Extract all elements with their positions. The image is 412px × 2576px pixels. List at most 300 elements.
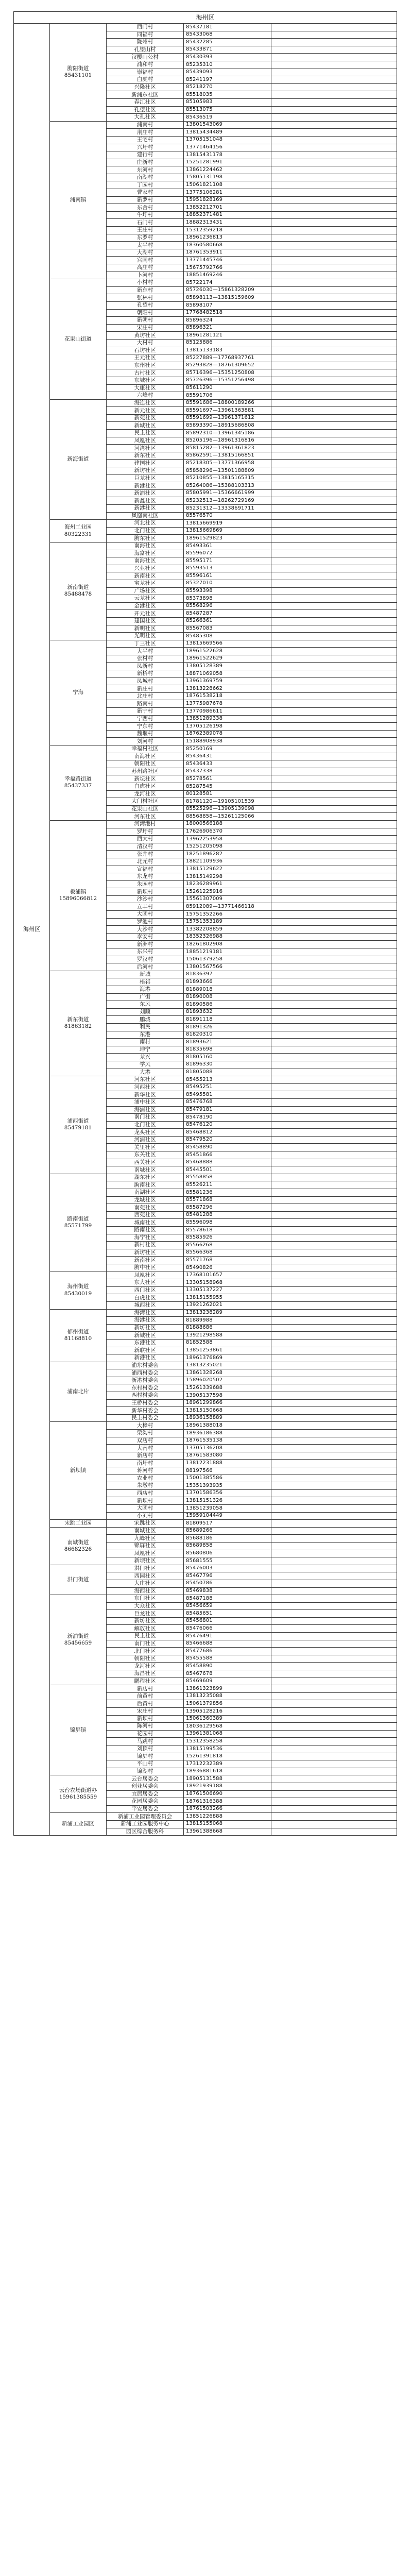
unit-name: 新元社区 xyxy=(107,407,184,415)
unit-phone: 13851239058 xyxy=(184,1504,271,1512)
blank-cell xyxy=(271,1414,397,1422)
table-row xyxy=(14,1775,397,1783)
blank-cell xyxy=(271,738,397,745)
unit-phone: 15351393935 xyxy=(184,1482,271,1490)
unit-name: 新宁村 xyxy=(107,708,184,716)
unit-name: 东风 xyxy=(107,1001,184,1009)
unit-name: 新坊社区 xyxy=(107,1249,184,1257)
unit-name: 宣福村 xyxy=(107,866,184,873)
unit-phone: 18761583080 xyxy=(184,1452,271,1460)
unit-phone: 85898107 xyxy=(184,301,271,309)
blank-cell xyxy=(271,1069,397,1076)
blank-cell xyxy=(271,384,397,392)
office-name: 新海街道 xyxy=(67,456,89,463)
office-name: 南城街道 xyxy=(67,1539,89,1546)
office-name: 浦西街道 xyxy=(67,1118,89,1125)
unit-phone: 85455213 xyxy=(184,1076,271,1084)
unit-name: 民主社区 xyxy=(107,430,184,437)
blank-cell xyxy=(271,1264,397,1272)
unit-phone: 13905137598 xyxy=(184,1392,271,1400)
blank-cell xyxy=(271,369,397,377)
blank-cell xyxy=(271,309,397,317)
blank-cell xyxy=(271,354,397,362)
unit-name: 朐东社区 xyxy=(107,535,184,543)
blank-cell xyxy=(271,1617,397,1625)
unit-phone: 85513075 xyxy=(184,106,271,114)
blank-cell xyxy=(271,633,397,640)
office-name: 郁州街道 xyxy=(67,1328,89,1335)
blank-cell xyxy=(271,1181,397,1189)
unit-name: 花园村 xyxy=(107,1730,184,1738)
unit-phone: 85596072 xyxy=(184,550,271,557)
unit-phone: 18761503266 xyxy=(184,1805,271,1813)
office-cell xyxy=(50,1685,107,1775)
unit-name: 龙河社区 xyxy=(107,1663,184,1670)
table-row xyxy=(14,1685,397,1693)
unit-name: 同福村 xyxy=(107,31,184,39)
blank-cell xyxy=(271,783,397,790)
blank-cell xyxy=(271,227,397,234)
blank-cell xyxy=(271,1445,397,1452)
unit-phone: 85892310—13961345186 xyxy=(184,430,271,437)
unit-name: 东村村委会 xyxy=(107,1384,184,1392)
unit-name: 新华社区 xyxy=(107,1091,184,1099)
unit-name: 魏堰村 xyxy=(107,730,184,738)
office-cell xyxy=(50,745,107,821)
unit-name: 新苑社区 xyxy=(107,414,184,422)
unit-phone: 85433068 xyxy=(184,31,271,39)
unit-name: 花园居委会 xyxy=(107,1798,184,1806)
office-phone: 85479181 xyxy=(64,1125,92,1131)
unit-name: 白虎社区 xyxy=(107,1294,184,1302)
unit-name: 孔望山村 xyxy=(107,46,184,54)
unit-name: 宋庄村 xyxy=(107,324,184,332)
blank-cell xyxy=(271,1452,397,1460)
blank-cell xyxy=(271,820,397,828)
unit-phone: 13961381068 xyxy=(184,1730,271,1738)
blank-cell xyxy=(271,1121,397,1129)
blank-cell xyxy=(271,805,397,813)
blank-cell xyxy=(271,392,397,400)
unit-name: 新联社区 xyxy=(107,1347,184,1354)
blank-cell xyxy=(271,1031,397,1039)
unit-phone: 85469838 xyxy=(184,1587,271,1595)
table-row xyxy=(14,399,397,407)
unit-name: 张井村 xyxy=(107,851,184,858)
unit-phone: 18236289961 xyxy=(184,880,271,888)
blank-cell xyxy=(271,204,397,212)
blank-cell xyxy=(271,452,397,460)
unit-name: 新明社区 xyxy=(107,625,184,633)
unit-name: 巨龙社区 xyxy=(107,474,184,482)
blank-cell xyxy=(271,512,397,520)
unit-name: 高庄村 xyxy=(107,264,184,272)
blank-cell xyxy=(271,1174,397,1181)
unit-name: 后河村 xyxy=(107,963,184,971)
unit-name: 丁园村 xyxy=(107,181,184,189)
blank-cell xyxy=(271,813,397,821)
blank-cell xyxy=(271,1144,397,1151)
unit-name: 宁西村 xyxy=(107,715,184,723)
unit-phone: 81890586 xyxy=(184,1001,271,1009)
unit-phone: 15675792766 xyxy=(184,264,271,272)
office-cell xyxy=(50,279,107,400)
blank-cell xyxy=(271,1136,397,1144)
office-cell xyxy=(50,1775,107,1813)
blank-cell xyxy=(271,301,397,309)
office-cell xyxy=(50,1422,107,1520)
unit-name: 宝龙社区 xyxy=(107,580,184,587)
unit-name: 宜居居委会 xyxy=(107,1790,184,1798)
unit-phone: 18961299866 xyxy=(184,1399,271,1407)
table-row xyxy=(14,121,397,129)
unit-phone: 18961522628 xyxy=(184,648,271,655)
unit-name: 新南社区 xyxy=(107,572,184,580)
unit-phone: 18921939188 xyxy=(184,1783,271,1790)
blank-cell xyxy=(271,1151,397,1159)
table-row xyxy=(14,279,397,287)
unit-name: 宋庄村 xyxy=(107,1708,184,1716)
unit-phone: 13801543069 xyxy=(184,121,271,129)
unit-name: 海宁社区 xyxy=(107,1234,184,1242)
unit-phone: 85893390—18915686808 xyxy=(184,422,271,430)
unit-phone: 15751353189 xyxy=(184,918,271,926)
unit-name: 建国社区 xyxy=(107,460,184,467)
unit-phone: 18961281121 xyxy=(184,332,271,340)
blank-cell xyxy=(271,866,397,873)
unit-phone: 13705126198 xyxy=(184,723,271,731)
blank-cell xyxy=(271,986,397,994)
unit-name: 东大社区 xyxy=(107,1279,184,1287)
blank-cell xyxy=(271,520,397,528)
blank-cell xyxy=(271,858,397,866)
blank-cell xyxy=(271,1512,397,1520)
unit-phone: 13305137227 xyxy=(184,1286,271,1294)
unit-phone: 13813228662 xyxy=(184,685,271,693)
office-cell xyxy=(50,399,107,520)
unit-name: 南海社区 xyxy=(107,753,184,760)
unit-name: 大港 xyxy=(107,1069,184,1076)
blank-cell xyxy=(271,572,397,580)
table-row xyxy=(14,1813,397,1821)
unit-phone: 13815129622 xyxy=(184,866,271,873)
unit-name: 孔望社区 xyxy=(107,106,184,114)
unit-phone: 18961236813 xyxy=(184,234,271,242)
unit-name: 新坊社区 xyxy=(107,1324,184,1332)
blank-cell xyxy=(271,272,397,279)
unit-phone: 18852371481 xyxy=(184,211,271,219)
unit-name: 平安居委会 xyxy=(107,1805,184,1813)
unit-phone: 13775987678 xyxy=(184,700,271,708)
unit-name: 新浦社区 xyxy=(107,489,184,497)
unit-name: 罗圩村 xyxy=(107,828,184,836)
unit-phone: 85456659 xyxy=(184,1602,271,1610)
blank-cell xyxy=(271,234,397,242)
blank-cell xyxy=(271,144,397,151)
blank-cell xyxy=(271,1692,397,1700)
unit-phone: 13921298588 xyxy=(184,1332,271,1340)
blank-cell xyxy=(271,474,397,482)
blank-cell xyxy=(271,685,397,693)
unit-phone: 81893632 xyxy=(184,1008,271,1016)
unit-name: 陇州村 xyxy=(107,39,184,46)
unit-phone: 85558858 xyxy=(184,1174,271,1181)
blank-cell xyxy=(271,1648,397,1655)
unit-name: 开元社区 xyxy=(107,610,184,618)
blank-cell xyxy=(271,1211,397,1219)
office-name: 锦屏镇 xyxy=(70,1726,87,1733)
blank-cell xyxy=(271,1294,397,1302)
unit-name: 浦中社区 xyxy=(107,1098,184,1106)
unit-phone: 13852212701 xyxy=(184,204,271,212)
unit-phone: 85805991—15366661999 xyxy=(184,489,271,497)
blank-cell xyxy=(271,98,397,106)
unit-name: 新桥村 xyxy=(107,670,184,678)
blank-cell xyxy=(271,941,397,948)
table-row xyxy=(14,1565,397,1572)
blank-cell xyxy=(271,956,397,963)
blank-cell xyxy=(271,324,397,332)
blank-cell xyxy=(271,1813,397,1821)
unit-name: 大康社区 xyxy=(107,384,184,392)
unit-phone: 85264086—15388103313 xyxy=(184,482,271,490)
unit-phone: 85125886 xyxy=(184,339,271,347)
unit-name: 古村社区 xyxy=(107,369,184,377)
unit-name: 新坝社区 xyxy=(107,1557,184,1565)
blank-cell xyxy=(271,595,397,603)
unit-phone: 85898113—13815159609 xyxy=(184,294,271,302)
blank-cell xyxy=(271,948,397,956)
unit-phone: 13813238289 xyxy=(184,1309,271,1317)
unit-phone: 85436433 xyxy=(184,760,271,768)
blank-cell xyxy=(271,1497,397,1505)
unit-phone: 15261225916 xyxy=(184,888,271,896)
unit-name: 太平村 xyxy=(107,242,184,249)
unit-name: 龙头社区 xyxy=(107,1129,184,1137)
unit-name: 张林村 xyxy=(107,294,184,302)
unit-name: 朝阳社区 xyxy=(107,1655,184,1663)
unit-name: 南城社区 xyxy=(107,1166,184,1174)
office-phone: 80322331 xyxy=(64,531,92,537)
blank-cell xyxy=(271,1572,397,1580)
office-phone: 85571799 xyxy=(64,1223,92,1229)
unit-name: 龙河社区 xyxy=(107,790,184,798)
blank-cell xyxy=(271,1114,397,1122)
unit-name: 六峰村 xyxy=(107,392,184,400)
unit-phone: 13382208859 xyxy=(184,926,271,934)
unit-phone: 85478190 xyxy=(184,1114,271,1122)
unit-phone: 85858296—13501188809 xyxy=(184,467,271,475)
blank-cell xyxy=(271,24,397,31)
blank-cell xyxy=(271,83,397,91)
unit-phone: 18360580668 xyxy=(184,242,271,249)
unit-name: 沙沙村 xyxy=(107,895,184,903)
blank-cell xyxy=(271,1467,397,1475)
unit-name: 刘河村 xyxy=(107,738,184,745)
blank-cell xyxy=(271,1369,397,1377)
table-title: 海州区 xyxy=(14,12,397,24)
blank-cell xyxy=(271,1159,397,1166)
unit-name: 苏州路社区 xyxy=(107,768,184,775)
unit-name: 北庄村 xyxy=(107,692,184,700)
unit-phone: 18961522629 xyxy=(184,655,271,663)
blank-cell xyxy=(271,1008,397,1016)
blank-cell xyxy=(271,723,397,731)
unit-name: 王元社区 xyxy=(107,354,184,362)
blank-cell xyxy=(271,828,397,836)
unit-phone: 85896324 xyxy=(184,317,271,325)
unit-phone: 13815149298 xyxy=(184,873,271,881)
table-row xyxy=(14,24,397,31)
unit-name: 春江社区 xyxy=(107,98,184,106)
blank-cell xyxy=(271,129,397,137)
unit-phone: 15061821108 xyxy=(184,181,271,189)
unit-phone: 13905128216 xyxy=(184,1708,271,1716)
unit-phone: 17626906370 xyxy=(184,828,271,836)
blank-cell xyxy=(271,1317,397,1325)
unit-name: 双店村 xyxy=(107,1437,184,1445)
unit-name: 兴隆社区 xyxy=(107,83,184,91)
unit-phone: 85232513—18262729169 xyxy=(184,497,271,505)
unit-phone: 85591686—18800189266 xyxy=(184,399,271,407)
unit-phone: 18936186388 xyxy=(184,1430,271,1437)
unit-name: 陈河村 xyxy=(107,1723,184,1731)
blank-cell xyxy=(271,166,397,174)
unit-phone: 88568858—15261125066 xyxy=(184,813,271,821)
unit-name: 栗沟村 xyxy=(107,1430,184,1437)
unit-name: 鹏程社区 xyxy=(107,1677,184,1685)
office-cell xyxy=(50,1565,107,1595)
blank-cell xyxy=(271,347,397,354)
unit-phone: 85611290 xyxy=(184,384,271,392)
blank-cell xyxy=(271,1354,397,1362)
unit-name: 朱园村 xyxy=(107,880,184,888)
table-row xyxy=(14,520,397,528)
unit-phone: 15896020502 xyxy=(184,1377,271,1384)
blank-cell xyxy=(271,625,397,633)
office-phone: 85437337 xyxy=(64,783,92,789)
unit-phone: 13961388668 xyxy=(184,1828,271,1836)
unit-name: 西门村 xyxy=(107,24,184,31)
blank-cell xyxy=(271,445,397,452)
blank-cell xyxy=(271,181,397,189)
blank-cell xyxy=(271,1557,397,1565)
unit-phone: 13801567566 xyxy=(184,963,271,971)
unit-name: 建国社区 xyxy=(107,617,184,625)
blank-cell xyxy=(271,836,397,843)
office-phone: 85431101 xyxy=(64,72,92,79)
unit-name: 河北社区 xyxy=(107,520,184,528)
unit-name: 南村 xyxy=(107,1039,184,1046)
unit-phone: 81889988 xyxy=(184,1317,271,1325)
unit-name: 河东社区 xyxy=(107,1076,184,1084)
unit-name: 农业村 xyxy=(107,1475,184,1482)
blank-cell xyxy=(271,1189,397,1197)
table-row xyxy=(14,971,397,978)
unit-phone: 85436519 xyxy=(184,114,271,122)
unit-phone: 85476003 xyxy=(184,1565,271,1572)
unit-name: 王宅村 xyxy=(107,136,184,144)
unit-phone: 85495251 xyxy=(184,1083,271,1091)
blank-cell xyxy=(271,1106,397,1114)
blank-cell xyxy=(271,1783,397,1790)
unit-name: 清汉村 xyxy=(107,843,184,851)
unit-phone: 15261391818 xyxy=(184,1753,271,1760)
blank-cell xyxy=(271,1339,397,1347)
blank-cell xyxy=(271,1640,397,1648)
unit-phone: 85525296—13905139098 xyxy=(184,805,271,813)
unit-phone: 15251205098 xyxy=(184,843,271,851)
unit-name: 新南社区 xyxy=(107,1257,184,1264)
unit-phone: 13815150668 xyxy=(184,1407,271,1415)
unit-name: 新浦东社区 xyxy=(107,91,184,99)
unit-name: 海富社区 xyxy=(107,550,184,557)
unit-name: 新浦工业园服务中心 xyxy=(107,1820,184,1828)
blank-cell xyxy=(271,1715,397,1723)
unit-name: 蒋河村 xyxy=(107,1467,184,1475)
blank-cell xyxy=(271,911,397,919)
unit-phone: 18851219181 xyxy=(184,948,271,956)
unit-phone: 85576570 xyxy=(184,512,271,520)
unit-phone: 13815133183 xyxy=(184,347,271,354)
unit-name: 朱墩村 xyxy=(107,1482,184,1490)
blank-cell xyxy=(271,843,397,851)
unit-phone: 85912089—13771466118 xyxy=(184,903,271,911)
unit-name: 白虎村 xyxy=(107,76,184,84)
blank-cell xyxy=(271,46,397,54)
unit-name: 王桥村委会 xyxy=(107,1399,184,1407)
blank-cell xyxy=(271,136,397,144)
blank-cell xyxy=(271,1768,397,1775)
unit-name: 兴业社区 xyxy=(107,565,184,572)
unit-phone: 85432285 xyxy=(184,39,271,46)
unit-name: 东城社区 xyxy=(107,377,184,384)
unit-phone: 85373898 xyxy=(184,595,271,603)
unit-name: 新港社区 xyxy=(107,505,184,513)
unit-name: 关里社区 xyxy=(107,1144,184,1151)
unit-name: 广街 xyxy=(107,993,184,1001)
unit-phone: 15251281991 xyxy=(184,159,271,166)
unit-phone: 81891118 xyxy=(184,1016,271,1024)
blank-cell xyxy=(271,535,397,543)
unit-name: 王庄村 xyxy=(107,227,184,234)
blank-cell xyxy=(271,76,397,84)
blank-cell xyxy=(271,377,397,384)
unit-phone: 85433871 xyxy=(184,46,271,54)
unit-name: 后黄村 xyxy=(107,1700,184,1708)
unit-phone: 85445501 xyxy=(184,1166,271,1174)
unit-phone: 18761506690 xyxy=(184,1790,271,1798)
unit-phone: 85467796 xyxy=(184,1572,271,1580)
unit-phone: 13805128389 xyxy=(184,663,271,670)
unit-phone: 18261802908 xyxy=(184,941,271,948)
blank-cell xyxy=(271,880,397,888)
unit-phone: 85566368 xyxy=(184,1249,271,1257)
unit-name: 新罗村 xyxy=(107,196,184,204)
unit-phone: 13705151048 xyxy=(184,136,271,144)
unit-name: 东港社区 xyxy=(107,1339,184,1347)
unit-phone: 81891326 xyxy=(184,1023,271,1031)
unit-phone: 80128581 xyxy=(184,790,271,798)
unit-phone: 85726396—15351256498 xyxy=(184,377,271,384)
office-name: 新浦工业园区 xyxy=(62,1821,94,1827)
blank-cell xyxy=(271,242,397,249)
unit-phone: 85689858 xyxy=(184,1542,271,1550)
unit-phone: 81888686 xyxy=(184,1324,271,1332)
unit-name: 前黄村 xyxy=(107,1692,184,1700)
blank-cell xyxy=(271,1828,397,1836)
office-name: 花果山街道 xyxy=(64,335,92,342)
